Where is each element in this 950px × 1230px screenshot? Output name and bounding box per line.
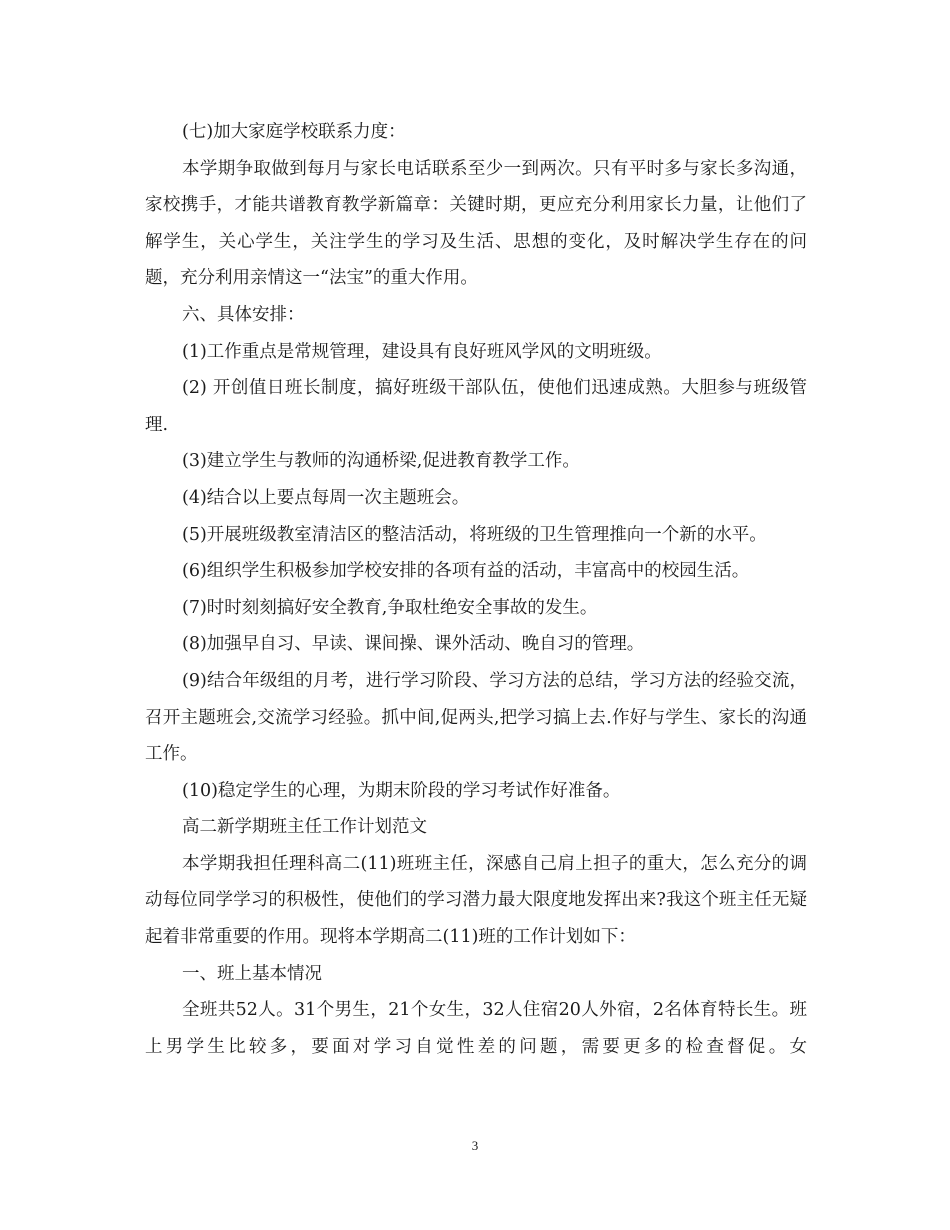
list-item-10: (10)稳定学生的心理，为期末阶段的学习考试作好准备。 bbox=[182, 780, 621, 801]
document-body bbox=[145, 114, 807, 1065]
list-item-2: (2) 开创值日班长制度，搞好班级干部队伍，使他们迅速成熟。大胆参与班级管理. bbox=[145, 378, 807, 435]
list-item-7: (7)时时刻刻搞好安全教育,争取杜绝安全事故的发生。 bbox=[182, 597, 598, 618]
list-item-9: (9)结合年级组的月考，进行学习阶段、学习方法的总结，学习方法的经验交流，召开主题班会,交流学习经验。抓中间,促两头,把学习搞上去.作好与学生、家长的沟通工作。 bbox=[145, 670, 807, 765]
paragraph-class-info: 全班共52人。31个男生，21个女生，32人住宿20人外宿，2名体育特长生。班上男学生比较多，要面对学习自觉性差的问题，需要更多的检查督促。女 bbox=[145, 1000, 807, 1057]
paragraph-parent-contact: 本学期争取做到每月与家长电话联系至少一到两次。只有平时多与家长多沟通，家校携手，才能共谱教育教学新篇章：关键时期，更应充分利用家长力量，让他们了解学生，关心学生，关注学生的学习及生活、思想的变化，及时解决学生存在的问题，充分利用亲情这一“法宝”的重大作用。 bbox=[145, 158, 807, 289]
list-item-5: (5)开展班级教室清洁区的整洁活动，将班级的卫生管理推向一个新的水平。 bbox=[182, 524, 767, 545]
section-title: 高二新学期班主任工作计划范文 bbox=[182, 817, 427, 838]
list-item-1: (1)工作重点是常规管理，建设具有良好班风学风的文明班级。 bbox=[182, 341, 662, 362]
paragraph-heading-1: 一、班上基本情况 bbox=[182, 963, 322, 984]
paragraph-heading-6: 六、具体安排： bbox=[182, 304, 305, 325]
list-item-4: (4)结合以上要点每周一次主题班会。 bbox=[182, 487, 470, 508]
list-item-6: (6)组织学生积极参加学校安排的各项有益的活动，丰富高中的校园生活。 bbox=[182, 561, 750, 582]
paragraph-intro: 本学期我担任理科高二(11)班班主任，深感自己肩上担子的重大，怎么充分的调动每位同学学习的积极性，使他们的学习潜力最大限度地发挥出来?我这个班主任无疑起着非常重要的作用。现将本学期高二(11)班的工作计划如下： bbox=[145, 853, 807, 948]
page-number: 3 bbox=[471, 1138, 479, 1153]
list-item-8: (8)加强早自习、早读、课间操、课外活动、晚自习的管理。 bbox=[182, 634, 645, 655]
list-item-3: (3)建立学生与教师的沟通桥梁,促进教育教学工作。 bbox=[182, 451, 580, 472]
paragraph-heading-7: (七)加大家庭学校联系力度： bbox=[182, 122, 406, 142]
